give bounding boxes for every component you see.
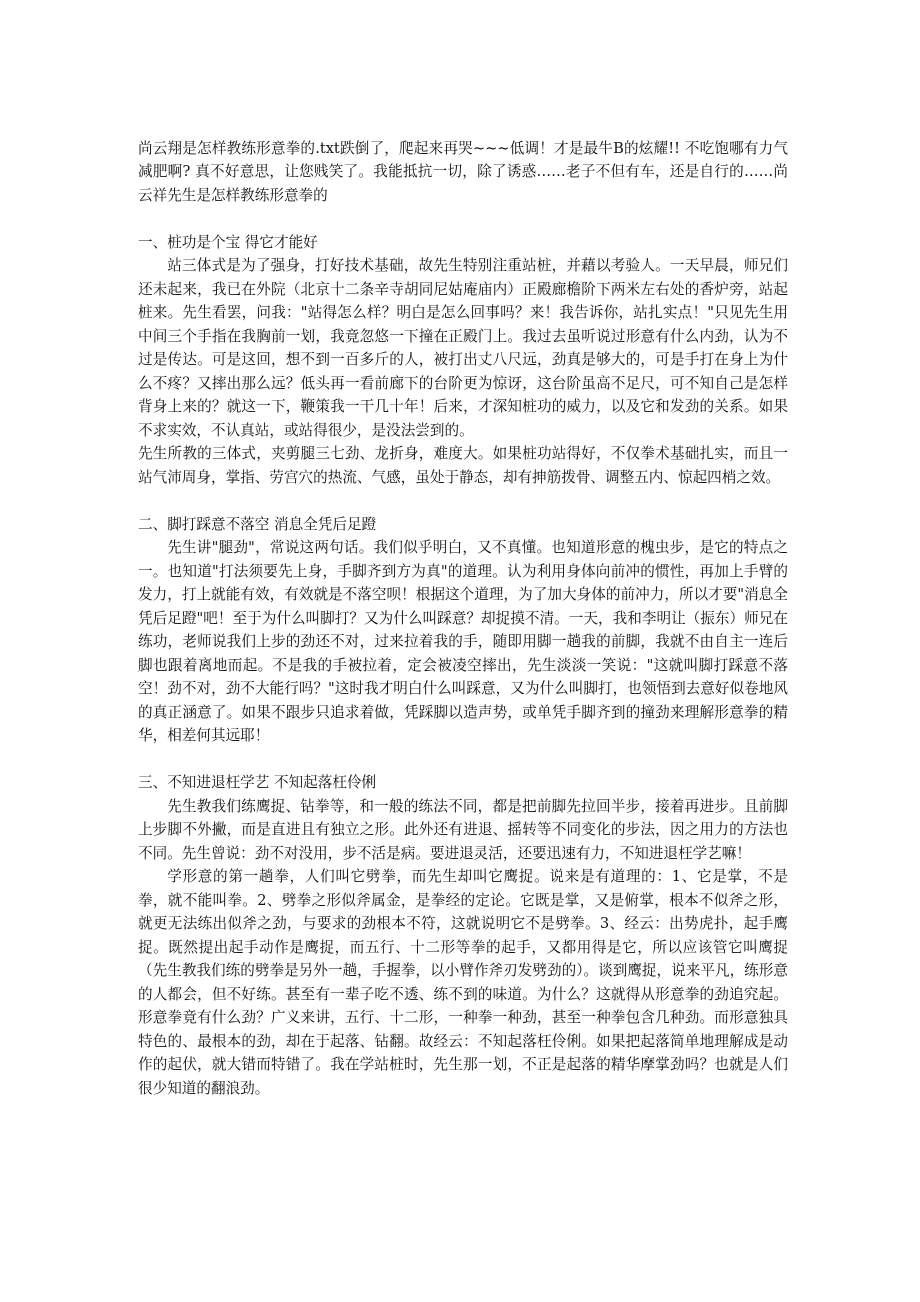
section-2-paragraph-1: 先生讲"腿劲"，常说这两句话。我们似乎明白，又不真懂。也知道形意的槐虫步，是它的特点之一。也知道"打法须要先上身，手脚齐到方为真"的道理。认为利用身体向前冲的惯性，再加上手臂的发力，打上就能有效，有效就是不落空呗！根据这个道理，为了加大身体的前冲力，所以才要"消息全凭后足蹬"吧！至于为什么叫脚打？又为什么叫踩意？却捉摸不清。一天，我和李明让（振东）师兄在练功，老师说我们上步的劲还不对，过来拉着我的手，随即用脚一趟我的前脚，我就不由自主一连后脚也跟着离地而起。不是我的手被拉着，定会被凌空摔出，先生淡淡一笑说："这就叫脚打踩意不落空！劲不对，劲不大能行吗？"这时我才明白什么叫踩意，又为什么叫脚打，也领悟到去意好似卷地风的真正涵意了。如果不跟步只追求着做，凭踩脚以造声势，或单凭手脚齐到的撞劲来理解形意拳的精华，相差何其远耶！ <box>138 539 788 744</box>
section-1-heading: 一、桩功是个宝 得它才能好 <box>138 233 318 251</box>
document-page <box>138 113 788 1100</box>
section-1-paragraph-2: 先生所教的三体式，夹剪腿三七劲、龙折身，难度大。如果桩功站得好，不仅拳术基础扎实，而且一站气沛周身，掌指、劳宫穴的热流、气感，虽处于静态，却有抻筋拨骨、调整五内、惊起四梢之效。 <box>138 445 788 486</box>
intro-paragraph: 尚云翔是怎样教练形意拳的.txt跌倒了，爬起来再哭~~~低调！才是最牛B的炫耀!! 不吃饱哪有力气减肥啊? 真不好意思，让您贱笑了。我能抵抗一切，除了诱惑……老子不但有车，还是自行的……尚云祥先生是怎样教练形意拳的 <box>138 139 788 204</box>
section-3-paragraph-1: 先生教我们练鹰捉、钻拳等，和一般的练法不同，都是把前脚先拉回半步，接着再进步。且前脚上步脚不外撇，而是直进且有独立之形。此外还有进退、摇转等不同变化的步法，因之用力的方法也不同。先生曾说：劲不对没用，步不活是病。要进退灵活，还要迅速有力，不知进退枉学艺嘛！ <box>138 797 788 862</box>
section-1-paragraph-1: 站三体式是为了强身，打好技术基础，故先生特别注重站桩，并藉以考验人。一天早晨，师兄们还未起来，我已在外院（北京十二条辛寺胡同尼姑庵庙内）正殿廊檐阶下两米左右处的香炉旁，站起桩来。先生看罢，问我："站得怎么样？明白是怎么回事吗？来！我告诉你，站扎实点！"只见先生用中间三个手指在我胸前一划，我竟忽悠一下撞在正殿门上。我过去虽听说过形意有什么内劲，认为不过是传达。可是这回，想不到一百多斤的人，被打出丈八尺远，劲真是够大的，可是手打在身上为什么不疼？又摔出那么远？低头再一看前廊下的台阶更为惊讶，这台阶虽高不足尺，可不知自己是怎样背身上来的？就这一下，鞭策我一干几十年！后来，才深知桩功的威力，以及它和发劲的关系。如果不求实效，不认真站，或站得很少，是没法尝到的。 <box>138 257 788 439</box>
section-3-paragraph-2: 学形意的第一趟拳，人们叫它劈拳，而先生却叫它鹰捉。说来是有道理的：1、它是掌，不是拳，就不能叫拳。2、劈拳之形似斧属金，是拳经的定论。它既是掌，又是俯掌，根本不似斧之形，就更无法练出似斧之劲，与要求的劲根本不符，这就说明它不是劈拳。3、经云：出势虎扑，起手鹰捉。既然提出起手动作是鹰捉，而五行、十二形等拳的起手，又都用得是它，所以应该管它叫鹰捉（先生教我们练的劈拳是另外一趟，手握拳，以小臂作斧刃发劈劲的）。谈到鹰捉，说来平凡，练形意的人都会，但不好练。甚至有一辈子吃不透、练不到的味道。为什么？这就得从形意拳的劲追究起。形意拳竟有什么劲？广义来讲，五行、十二形，一种拳一种劲，甚至一种拳包含几种劲。而形意独具特色的、最根本的劲，却在于起落、钻翻。故经云：不知起落枉伶俐。如果把起落简单地理解成是动作的起伏，就大错而特错了。我在学站桩时，先生那一划，不正是起落的精华摩掌劲吗？也就是人们很少知道的翻浪劲。 <box>138 868 788 1097</box>
section-2-heading: 二、脚打踩意不落空 消息全凭后足蹬 <box>138 515 377 533</box>
section-3-heading: 三、不知进退枉学艺 不知起落枉伶俐 <box>138 774 377 791</box>
